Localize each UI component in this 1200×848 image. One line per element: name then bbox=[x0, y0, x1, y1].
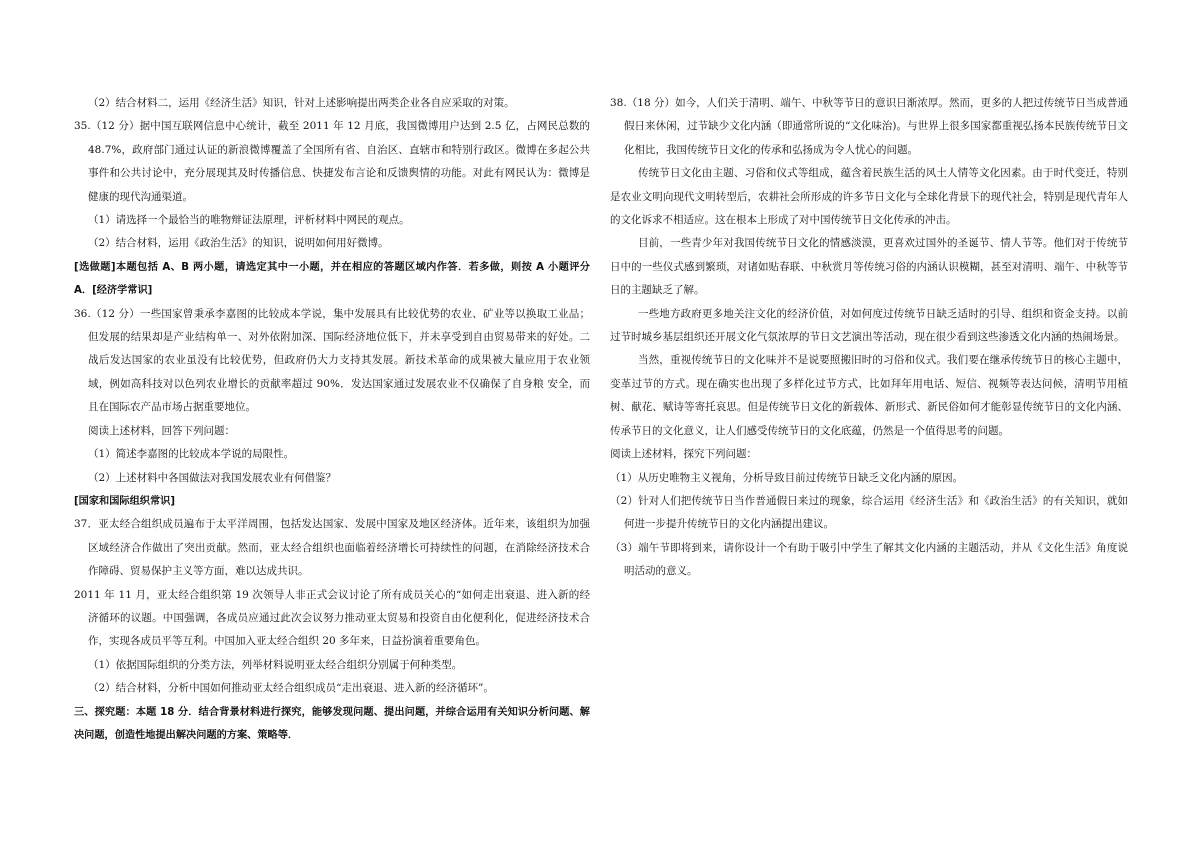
question-37-material: 2011 年 11 月，亚太经合组织第 19 次领导人非正式会议讨论了所有成员关心的“如何走出衰退、进入新的经济循环的议题。中国强调，各成员应通过此次会议努力推动亚太贸易和投资自由化便利化，促进经济技术合作，实现各成员平等互利。中国加入亚太经合组织 20 多年来，日益扮演着重要角色。 bbox=[74, 588, 590, 648]
section-heading-international-orgs: [国家和国际组织常识] bbox=[74, 495, 175, 507]
elective-instructions: [选做题]本题包括 A、B 两小题，请选定其中一小题，并在相应的答题区域内作答．若多做，则按 A 小题评分 A．[经济学常识] bbox=[74, 261, 590, 297]
question-38-part-3: （3）端午节即将到来，请你设计一个有助于吸引中学生了解其文化内涵的主题活动，并从《文化生活》角度说明活动的意义。 bbox=[610, 541, 1128, 578]
question-37-stem: 37．亚太经合组织成员遍布于太平洋周围，包括发达国家、发展中国家及地区经济体。近年来，该组织为加强区域经济合作做出了突出贡献。然而，亚太经合组织也面临着经济增长可持续性的问题，在消除经济技术合作障碍、贸易保护主义等方面，难以达成共识。 bbox=[74, 518, 590, 578]
question-38-instruction: 阅读上述材料，探究下列问题： bbox=[610, 448, 757, 461]
question-36-part-2: （2）上述材料中各国做法对我国发展农业有何借鉴？ bbox=[88, 471, 337, 484]
question-38-material-2: 传统节日文化由主题、习俗和仪式等组成，蕴含着民族生活的风土人情等文化因素。由于时代变迁，特别是农业文明向现代文明转型后，农耕社会所形成的许多节日文化与全球化背景下的现代社会，特别是现代青年人的文化诉求不相适应。这在根本上形成了对中国传统节日文化传承的冲击。 bbox=[610, 167, 1128, 227]
question-36-instruction: 阅读上述材料，回答下列问题： bbox=[88, 424, 235, 437]
question-38-stem: 38.（18 分）如今，人们关于清明、端午、中秋等节日的意识日渐浓厚。然而，更多的人把过传统节日当成普通假日来休闲，过节缺少文化内涵（即通常所说的“文化味治)。与世界上很多国家都重视弘扬本民族传统节日文化相比，我国传统节日文化的传承和弘扬成为令人忧心的问题。 bbox=[610, 97, 1128, 156]
question-37-part-2: （2）结合材料，分析中国如何推动亚太经合组织成员“走出衰退、进入新的经济循环”。 bbox=[88, 682, 494, 695]
question-34-part-2: （2）结合材料二，运用《经济生活》知识，针对上述影响提出两类企业各自应采取的对策。 bbox=[88, 97, 515, 109]
section-3-heading: 三、探究题：本题 18 分．结合背景材料进行探究，能够发现问题、提出问题，并综合运用有关知识分析问题、解决问题，创造性地提出解决问题的方案、策略等． bbox=[74, 706, 590, 741]
question-38-part-2: （2）针对人们把传统节日当作普通假日来过的现象，综合运用《经济生活》和《政治生活》的有关知识，就如何进一步提升传统节日的文化内涵提出建议。 bbox=[610, 494, 1128, 531]
question-38-material-4: 一些地方政府更多地关注文化的经济价值，对如何度过传统节日缺乏适时的引导、组织和资金支持。以前过节时城乡基层组织还开展文化气氛浓厚的节日文艺演出等活动，现在很少看到这些渗透文化内涵的热闹场景。 bbox=[610, 307, 1128, 344]
left-column bbox=[74, 92, 590, 747]
question-38-material-3: 目前，一些青少年对我国传统节日文化的情感淡漠，更喜欢过国外的圣诞节、情人节等。他们对于传统节日中的一些仪式感到繁琐，对诸如贴春联、中秋赏月等传统习俗的内涵认识模糊，甚至对清明、端午、中秋等节日的主题缺乏了解。 bbox=[610, 237, 1128, 297]
question-36-part-1: （1）简述李嘉图的比较成本学说的局限性。 bbox=[88, 448, 295, 461]
question-38-part-1: （1）从历史唯物主义视角，分析导致目前过传统节日缺乏文化内涵的原因。 bbox=[610, 471, 964, 484]
question-35-part-1: （1）请选择一个最恰当的唯物辩证法原理，评析材料中网民的观点。 bbox=[88, 214, 410, 227]
question-38-material-5: 当然，重视传统节日的文化味并不是说要照搬旧时的习俗和仪式。我们要在继承传统节日的核心主题中，变革过节的方式。现在确实也出现了多样化过节方式，比如拜年用电话、短信、视频等表达问候，清明节用植树、献花、赋诗等寄托哀思。但是传统节日文化的新载体、新形式、新民俗如何才能彰显传统节日的文化内涵、传承节日的文化意义，让人们感受传统节日的文化底蕴，仍然是一个值得思考的问题。 bbox=[610, 354, 1128, 437]
question-36-stem: 36.（12 分）一些国家曾秉承李嘉图的比较成本学说，集中发展具有比较优势的农业、矿业等以换取工业品；但发展的结果却是产业结构单一、对外依附加深、国际经济地位低下，并未享受到自由贸易带来的好处。二战后发达国家的农业虽没有比较优势，但政府仍大力支持其发展。新技术革命的成果被大量应用于农业领域，例如高科技对以色列农业增长的贡献率超过 90%．发达国家通过发展农业不仅确保了自身粮 安全，而且在国际农产品市场占据重要地位。 bbox=[74, 307, 590, 414]
question-37-part-1: （1）依据国际组织的分类方法，列举材料说明亚太经合组织分别属于何种类型。 bbox=[88, 658, 463, 671]
right-column bbox=[610, 92, 1128, 584]
question-35-part-2: （2）结合材料，运用《政治生活》的知识，说明如何用好微博。 bbox=[88, 237, 389, 250]
question-35-stem: 35.（12 分）据中国互联网信息中心统计，截至 2011 年 12 月底，我国微博用户达到 2.5 亿，占网民总数的 48.7%，政府部门通过认证的新浪微博覆盖了全国所有省、自治区、直辖市和特别行政区。微博在多起公共事件和公共讨论中，充分展现其及时传播信息、快捷发布言论和反馈舆情的功能。对此有网民认为：微博是健康的现代沟通渠道。 bbox=[74, 120, 590, 203]
